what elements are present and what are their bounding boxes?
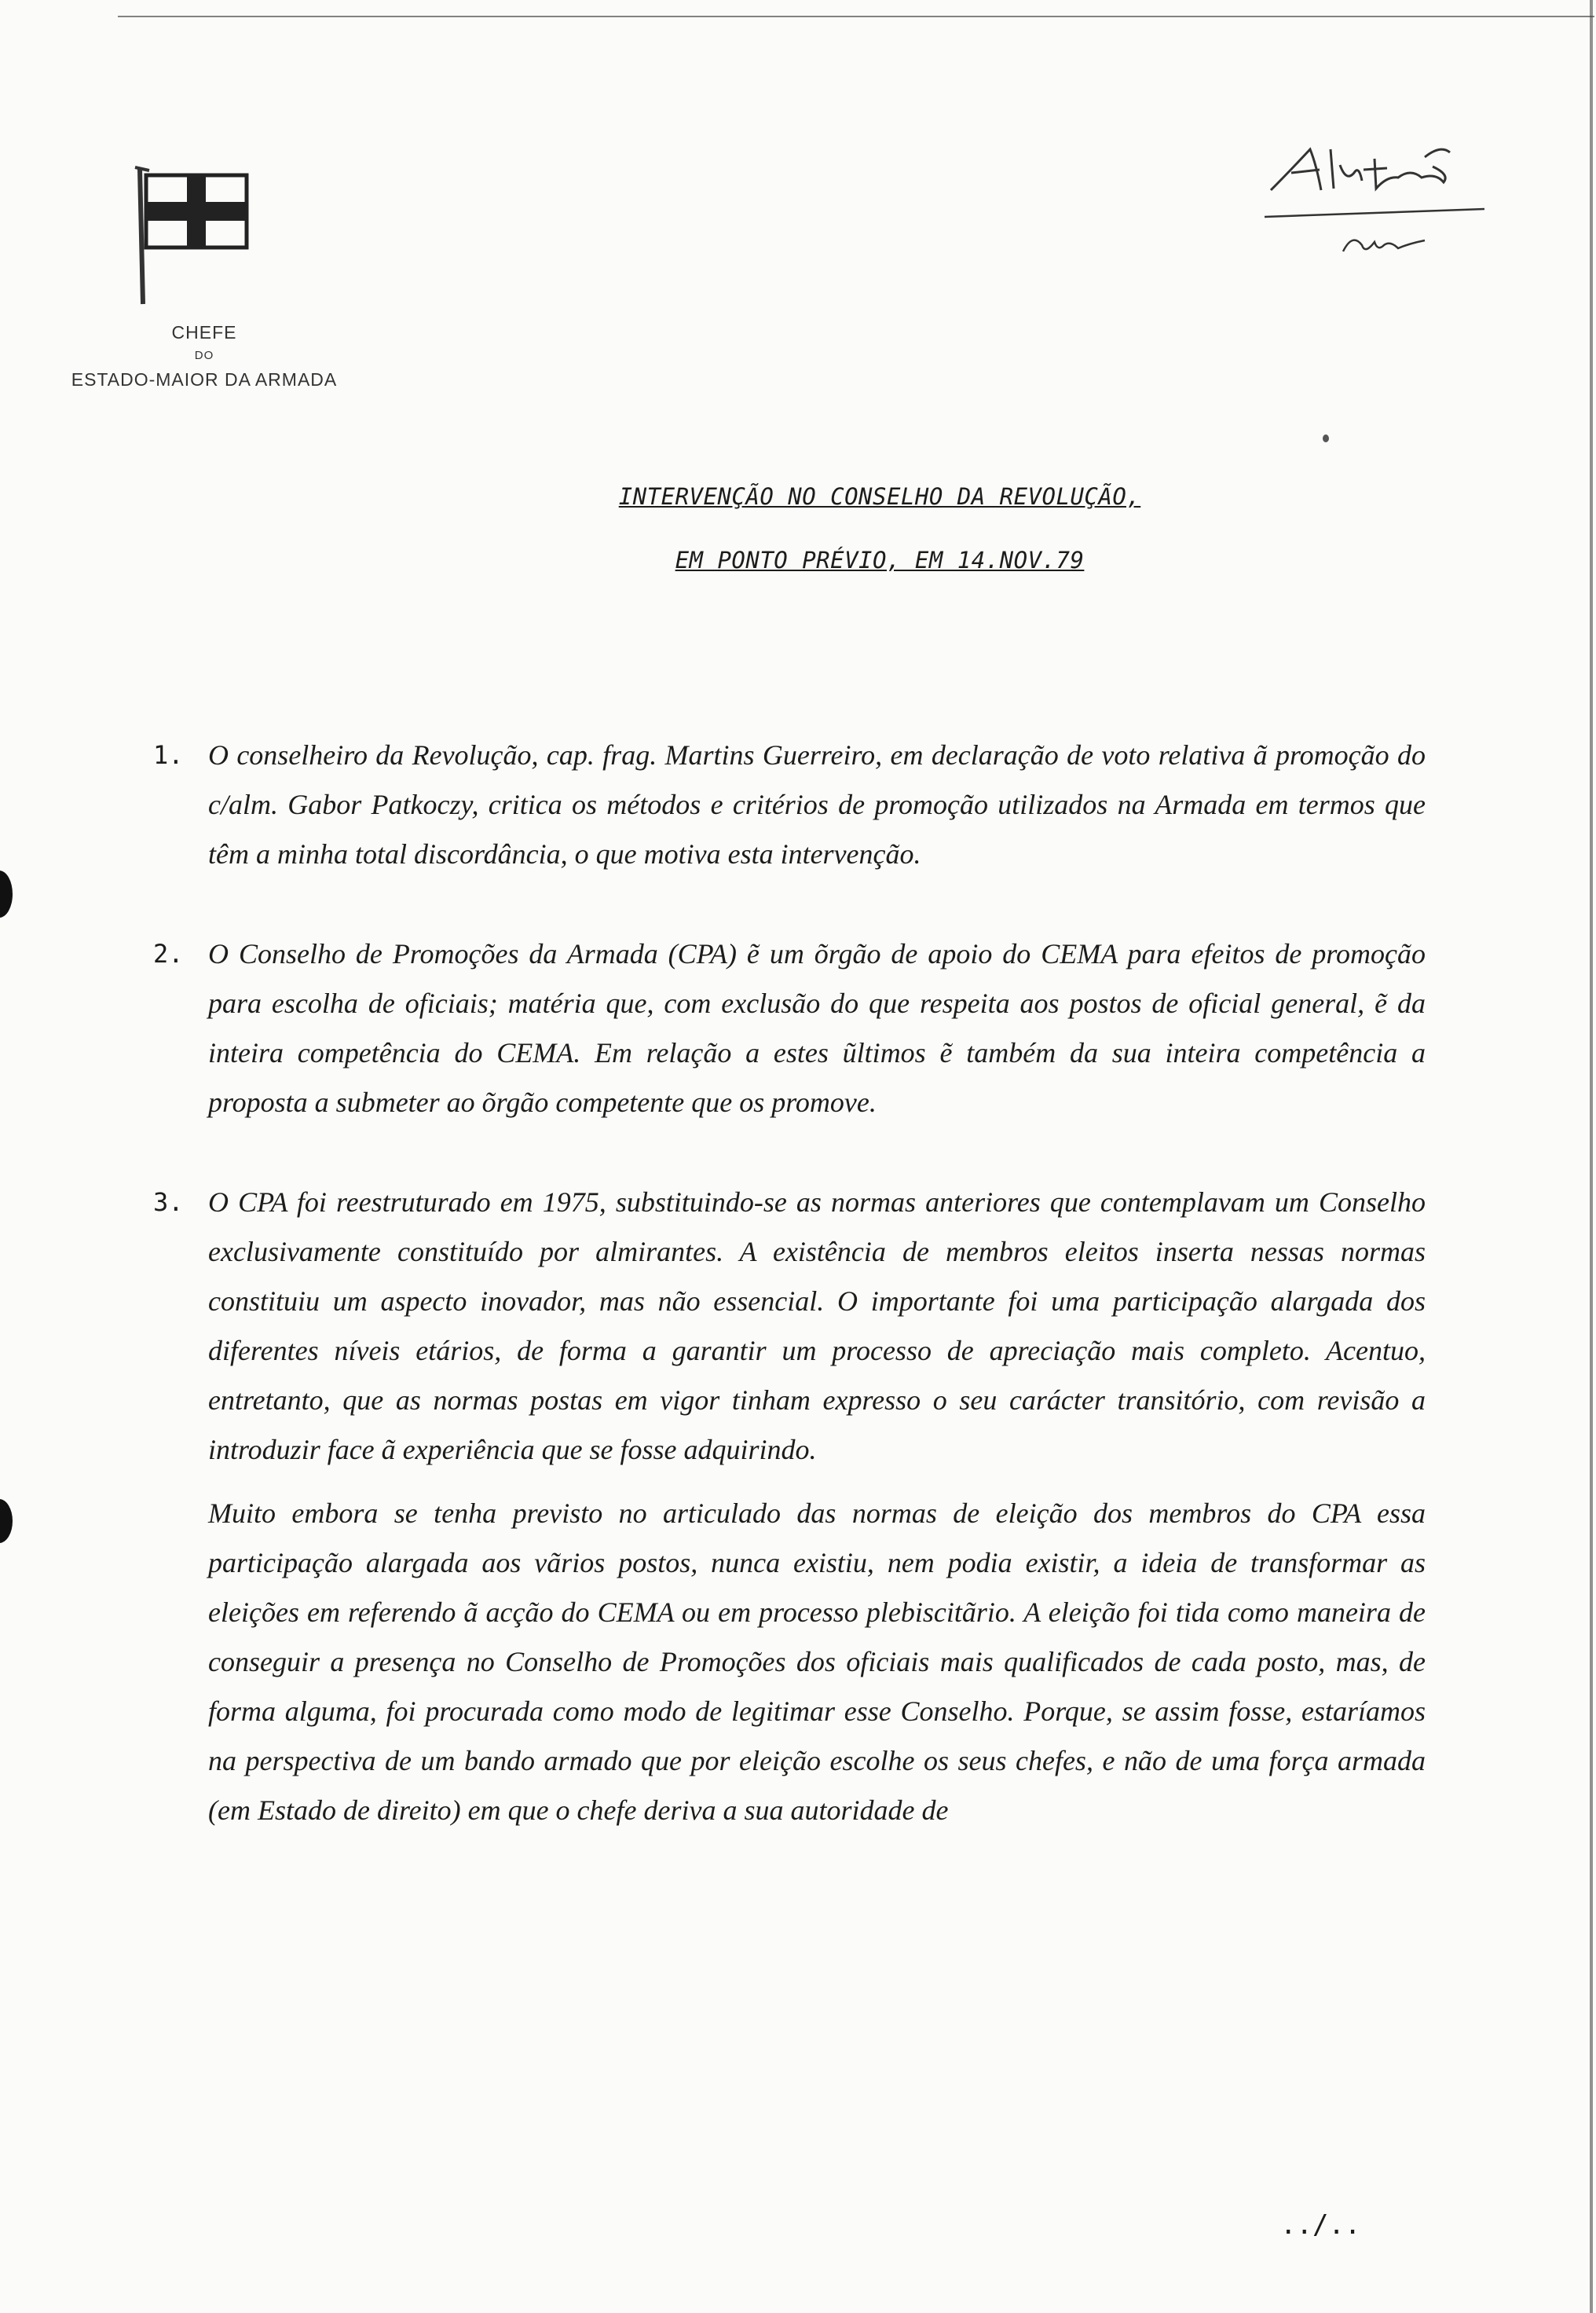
paragraph-number: 3. [153,1187,184,1217]
top-scan-edge [118,16,1594,17]
paragraph-text: O CPA foi reestruturado em 1975, substituindo-se as normas anteriores que contemplavam um Conselho exclusivamente constituído por almirantes. A existência de membros eleitos inserta nessas normas constituiu um aspecto inovador, mas não essencial. O importante foi uma participação alargada dos diferentes níveis etários, de forma a garantir um processo de apreciação mais completo. Acentuo, entretanto, que as normas postas em vigor tinham expresso o seu carácter transitório, com revisão a introduzir face ã experiência que se fosse adquirindo. [208,1186,1426,1465]
document-title-line-2: EM PONTO PRÉVIO, EM 14.NOV.79 [675,547,1085,574]
paragraph-1 [153,731,1426,879]
continued-marker: ../.. [1280,2209,1361,2241]
letterhead-line-3: ESTADO-MAIOR DA ARMADA [71,369,338,390]
handwritten-signature [1265,141,1484,267]
paragraph-number: 2. [153,939,184,969]
letterhead-line-1: CHEFE [171,322,237,343]
paragraph-2 [153,929,1426,1127]
paragraph-3 [153,1178,1426,1475]
punch-hole-bottom [0,1499,13,1543]
navy-flag-icon [132,161,250,306]
punch-hole-top [0,871,13,918]
letterhead-line-2: DO [194,349,214,362]
document-title-line-1: INTERVENÇÃO NO CONSELHO DA REVOLUÇÃO, [618,483,1141,510]
paragraph-text: O Conselho de Promoções da Armada (CPA) ẽ um õrgão de apoio do CEMA para efeitos de promoção para escolha de oficiais; matéria que, com exclusão do que respeita aos postos de oficial general, ẽ da inteira competência do CEMA. Em relação a estes ũltimos ẽ também da sua inteira competência a proposta a submeter ao õrgão competente que os promove. [208,938,1426,1118]
paragraph-text: O conselheiro da Revolução, cap. frag. Martins Guerreiro, em declaração de voto relativa ã promoção do c/alm. Gabor Patkoczy, critica os métodos e critérios de promoção utilizados na Armada em termos que têm a minha total discordância, o que motiva esta intervenção. [208,739,1426,870]
document-body [153,731,1426,1835]
paragraph-3-continuation: Muito embora se tenha previsto no articulado das normas de eleição dos membros do CPA essa participação alargada aos vãrios postos, nunca existiu, nem podia existir, a ideia de transformar as eleições em referendo ã acção do CEMA ou em processo plebiscitãrio. A eleição foi tida como maneira de conseguir a presença no Conselho de Promoções dos oficiais mais qualificados de cada posto, mas, de forma alguma, foi procurada como modo de legitimar esse Conselho. Porque, se assim fosse, estaríamos na perspectiva de um bando armado que por eleição escolhe os seus chefes, e não de uma força armada (em Estado de direito) em que o chefe deriva a sua autoridade de [208,1497,1426,1826]
ink-speck [1323,434,1329,442]
right-scan-edge [1590,0,1593,2313]
paragraph-number: 1. [153,740,184,770]
